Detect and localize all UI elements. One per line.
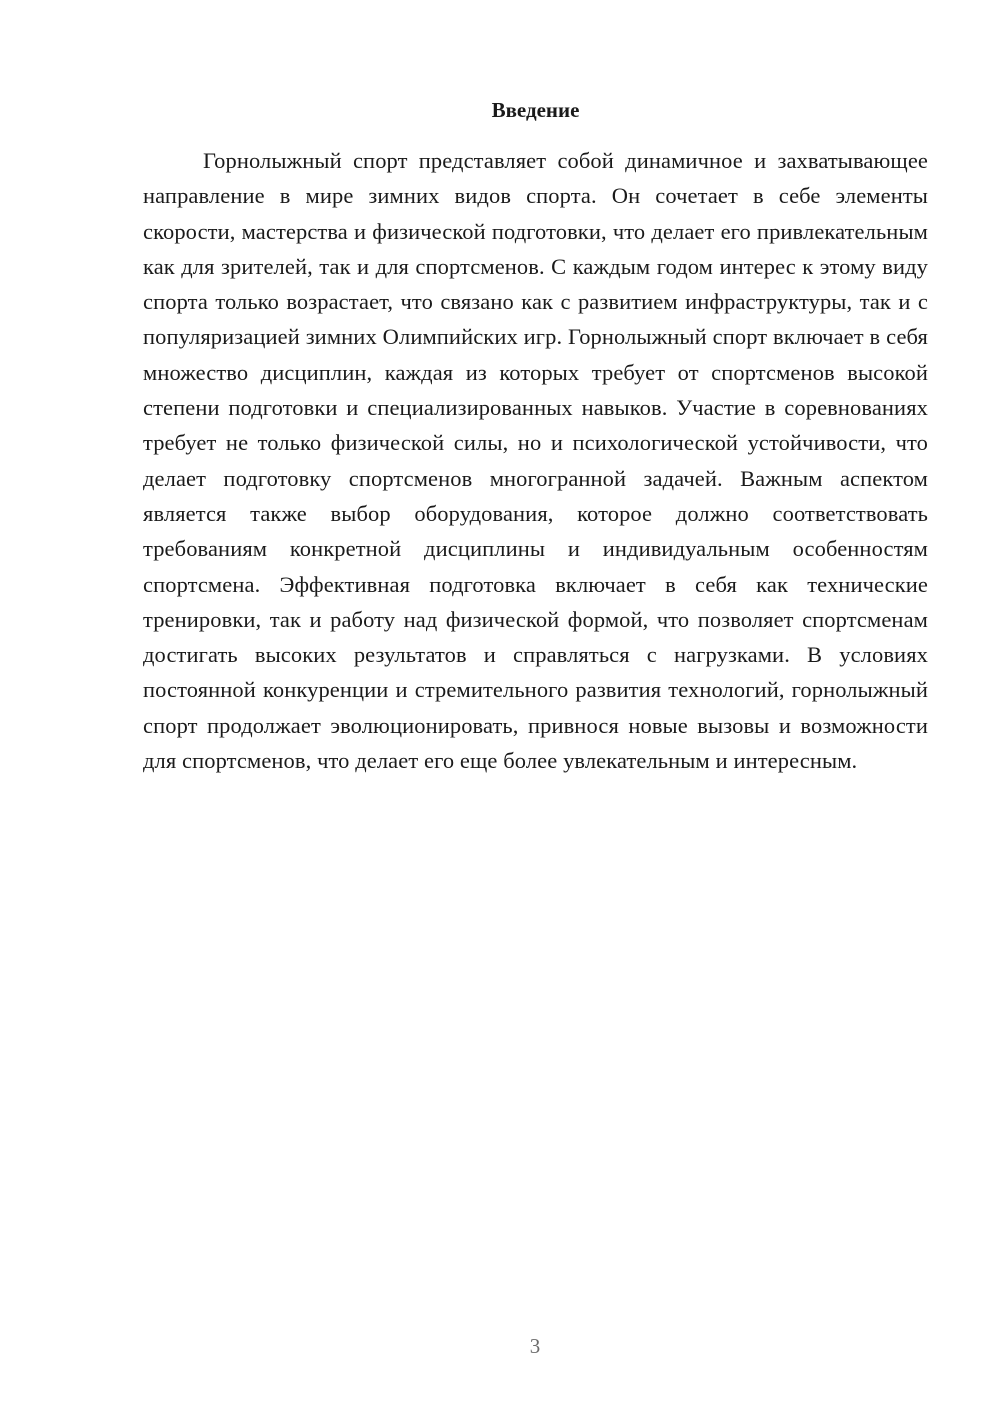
body-paragraph: Горнолыжный спорт представляет собой динамичное и захватывающее направление в мире зимних видов спорта. Он сочетает в себе элементы скорости, мастерства и физической подготовки, что делает его привлекательным как для зрителей, так и для спортсменов. С каждым годом интерес к этому виду спорта только возрастает, что связано как с развитием инфраструктуры, так и с популяризацией зимних Олимпийских игр. Горнолыжный спорт включает в себя множество дисциплин, каждая из которых требует от спортсменов высокой степени подготовки и специализированных навыков. Участие в соревнованиях требует не только физической силы, но и психологической устойчивости, что делает подготовку спортсменов многогранной задачей. Важным аспектом является также выбор оборудования, которое должно соответствовать требованиям конкретной дисциплины и индивидуальным особенностям спортсмена. Эффективная подготовка включает в себя как технические тренировки, так и работу над физической формой, что позволяет спортсменам достигать высоких результатов и справляться с нагрузками. В условиях постоянной конкуренции и стремительного развития технологий, горнолыжный спорт продолжает эволюционировать, привнося новые вызовы и возможности для спортсменов, что делает его еще более увлекательным и интересным. [143, 148, 928, 774]
page-number: 3 [529, 1334, 541, 1358]
page-title: Введение [491, 98, 580, 122]
